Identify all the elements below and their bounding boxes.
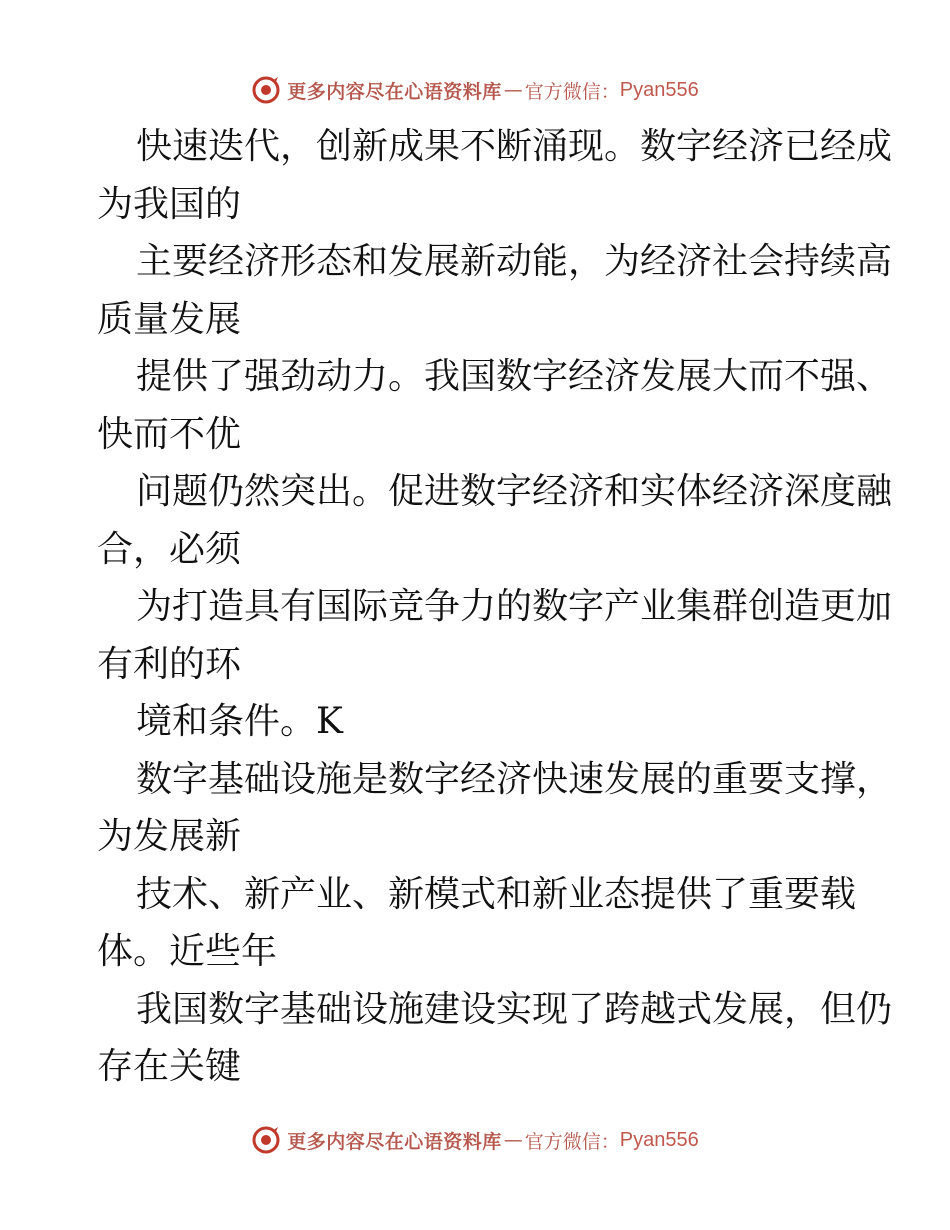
text-line: 为我国的	[97, 183, 242, 225]
footer-dash: —	[503, 1129, 523, 1151]
footer-brand-text: 更多内容尽在心语资料库	[287, 1130, 502, 1153]
text-line: 合，必须	[97, 528, 242, 570]
text-line: 问题仍然突出。促进数字经济和实体经济深度融	[136, 471, 893, 512]
text-line: 为打造具有国际竞争力的数字产业集群创造更加	[136, 586, 893, 627]
text-line: 快而不优	[97, 413, 242, 455]
text-line: 技术、新产业、新模式和新业态提供了重要载	[136, 873, 857, 915]
footer-wechat-label: 官方微信：	[524, 1130, 620, 1153]
text-line: 我国数字基础设施建设实现了跨越式发展，但仍	[136, 988, 893, 1030]
header-dash: —	[503, 79, 523, 101]
brand-logo-icon	[251, 1125, 281, 1155]
header-wechat-label: 官方微信：	[524, 80, 620, 103]
text-line: 数字基础设施是数字经济快速发展的重要支撑，	[136, 758, 893, 800]
text-line: 存在关键	[97, 1046, 242, 1087]
text-line: 主要经济形态和发展新动能，为经济社会持续高	[136, 241, 893, 282]
text-line: 提供了强劲动力。我国数字经济发展大而不强、	[136, 356, 893, 397]
text-line: 体。近些年	[97, 931, 278, 972]
header-brand-text: 更多内容尽在心语资料库	[287, 80, 502, 103]
text-line: 质量发展	[97, 298, 242, 340]
footer-banner	[0, 1122, 950, 1158]
text-line: 快速迭代，创新成果不断涌现。数字经济已经成	[136, 126, 893, 167]
header-wechat-id: Pyan556	[619, 78, 699, 101]
text-line: 为发展新	[97, 816, 242, 857]
brand-logo-icon	[251, 75, 281, 105]
text-line: 境和条件。K	[136, 701, 343, 742]
document-body	[97, 118, 893, 1096]
footer-wechat-id: Pyan556	[619, 1128, 699, 1151]
text-line: 有利的环	[97, 643, 242, 685]
header-banner	[0, 72, 950, 108]
